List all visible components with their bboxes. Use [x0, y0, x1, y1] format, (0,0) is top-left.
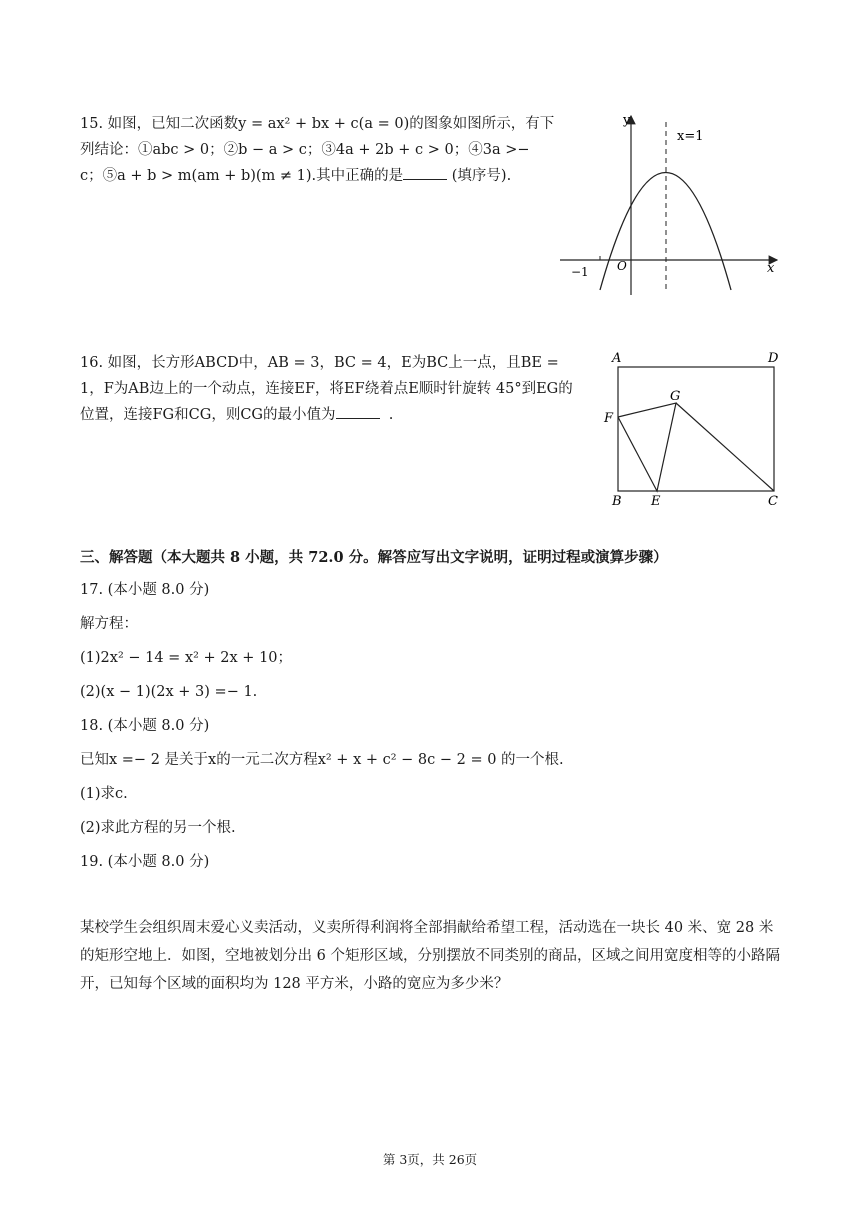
- q15-text: [80, 111, 555, 189]
- q16-text: [80, 350, 580, 428]
- q15-answer-blank: [403, 165, 447, 180]
- q16-answer-blank: [336, 404, 380, 419]
- point-d-label: D: [768, 351, 779, 366]
- segment-gc: [676, 403, 774, 491]
- rectangle-abcd: [618, 367, 774, 491]
- point-b-label: B: [612, 494, 622, 509]
- q18-part-1: (1)求c.: [80, 786, 128, 802]
- y-axis-label: y: [623, 113, 631, 128]
- q16-statement: 16. 如图，长方形ABCD中，AB = 3，BC = 4，E为BC上一点，且BE = 1，F为AB边上的一个动点，连接EF，将EF绕着点E顺时针旋转 45°到EG的位置，连接FG和CG，则CG的最小值为: [80, 355, 573, 423]
- x-axis-label: x: [767, 261, 775, 276]
- q17-intro: 解方程：: [80, 616, 138, 632]
- q15-statement: 15. 如图，已知二次函数y = ax² + bx + c(a = 0)的图象如图所示，有下列结论：①abc > 0；②b − a > c；③4a + 2b + c > 0；④3a >− c；⑤a + b > m(am + b)(m ≠ 1).其中正确的是: [80, 116, 555, 184]
- origin-label: O: [617, 259, 627, 273]
- section-3-heading: 三、解答题（本大题共 8 小题，共 72.0 分。解答应写出文字说明，证明过程或演算步骤）: [80, 549, 668, 566]
- point-f-label: F: [604, 411, 614, 426]
- point-a-label: A: [612, 351, 622, 366]
- q16-rectangle-figure: [600, 345, 790, 510]
- triangle-feg: [618, 403, 676, 491]
- q15-tail: (填序号).: [451, 168, 512, 184]
- q19-heading: 19. (本小题 8.0 分): [80, 854, 210, 870]
- neg-one-label: −1: [571, 265, 589, 279]
- q16-tail: .: [388, 407, 394, 423]
- q17-part-2: (2)(x − 1)(2x + 3) =− 1.: [80, 684, 258, 700]
- point-c-label: C: [768, 494, 778, 509]
- page-footer: 第 3页，共 26页: [382, 1152, 478, 1167]
- q17-part-1: (1)2x² − 14 = x² + 2x + 10；: [80, 650, 293, 666]
- q17-heading: 17. (本小题 8.0 分): [80, 582, 210, 598]
- q18-intro: 已知x =− 2 是关于x的一元二次方程x² + x + c² − 8c − 2 = 0 的一个根.: [80, 752, 564, 768]
- point-e-label: E: [651, 494, 661, 509]
- q18-heading: 18. (本小题 8.0 分): [80, 718, 210, 734]
- q15-parabola-figure: [555, 110, 785, 300]
- symmetry-axis-label: x=1: [677, 129, 704, 144]
- point-g-label: G: [670, 389, 681, 404]
- q19-text: 某校学生会组织周末爱心义卖活动，义卖所得利润将全部捐献给希望工程，活动选在一块长 40 米、宽 28 米的矩形空地上．如图，空地被划分出 6 个矩形区域，分别摆放不同类别的商品，区域之间用宽度相等的小路隔开，已知每个区域的面积均为 128 平方米，小路的宽应为多少米？: [80, 920, 780, 992]
- q18-part-2: (2)求此方程的另一个根.: [80, 820, 236, 836]
